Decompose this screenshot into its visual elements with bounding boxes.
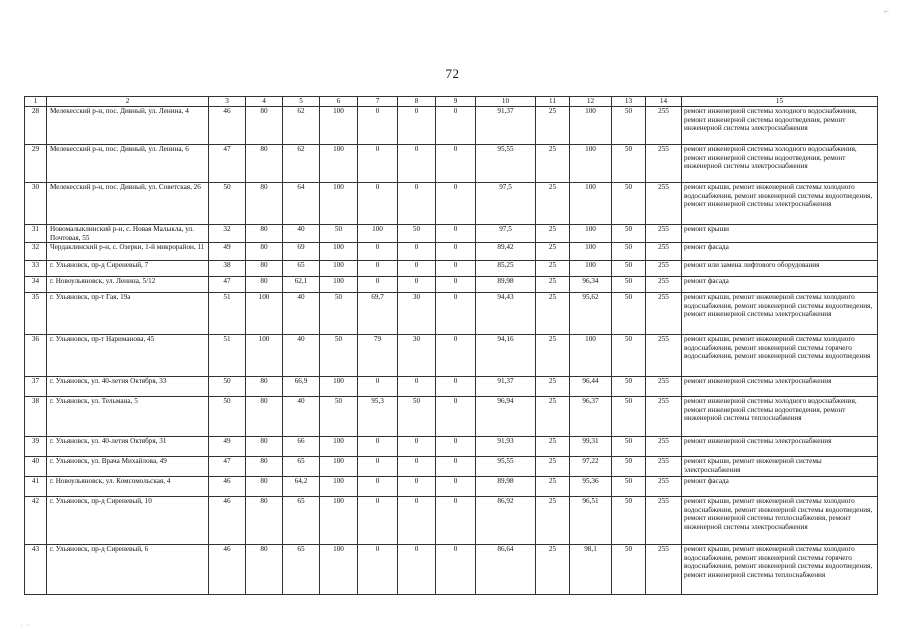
cell-row-number: 42 — [25, 497, 47, 545]
scan-corner-mark: ⌐ — [883, 6, 889, 16]
cell-row-number: 30 — [25, 183, 47, 225]
cell-col-8: 50 — [398, 397, 436, 437]
cell-col-7: 0 — [358, 377, 398, 397]
cell-col-7: 0 — [358, 243, 398, 261]
column-header: 15 — [682, 97, 878, 107]
cell-col-12: 100 — [570, 183, 612, 225]
cell-col-3: 46 — [209, 545, 246, 595]
table-row — [25, 335, 878, 377]
cell-col-9: 0 — [436, 545, 476, 595]
cell-col-4: 80 — [246, 457, 283, 477]
cell-col-7: 79 — [358, 335, 398, 377]
cell-col-9: 0 — [436, 377, 476, 397]
cell-col-13: 50 — [612, 293, 646, 335]
cell-col-11: 25 — [536, 457, 570, 477]
cell-col-14: 255 — [646, 437, 682, 457]
cell-address: г. Ульяновск, ул. Тельмана, 5 — [47, 397, 209, 437]
cell-col-7: 0 — [358, 261, 398, 277]
cell-col-13: 50 — [612, 437, 646, 457]
cell-col-8: 0 — [398, 457, 436, 477]
cell-col-13: 50 — [612, 261, 646, 277]
cell-col-13: 50 — [612, 477, 646, 497]
cell-col-3: 46 — [209, 107, 246, 145]
cell-col-13: 50 — [612, 397, 646, 437]
cell-works-description: ремонт крыши, ремонт инженерной системы холодного водоснабжения, ремонт инженерной системы горячего водоснабжения, ремонт инженерной системы водоотведения, ремонт инженерной системы теплоснабжения — [682, 545, 878, 595]
cell-col-7: 100 — [358, 225, 398, 243]
column-header: 8 — [398, 97, 436, 107]
cell-works-description: ремонт инженерной системы электроснабжения — [682, 377, 878, 397]
cell-total-score: 95,55 — [476, 457, 536, 477]
cell-col-3: 47 — [209, 145, 246, 183]
cell-col-12: 95,36 — [570, 477, 612, 497]
cell-col-7: 0 — [358, 107, 398, 145]
cell-col-8: 0 — [398, 277, 436, 293]
cell-col-5: 62 — [283, 145, 320, 183]
cell-col-12: 100 — [570, 261, 612, 277]
cell-col-6: 100 — [320, 437, 358, 457]
scan-noise-mark: · ·· — [20, 621, 30, 630]
cell-col-8: 30 — [398, 293, 436, 335]
table-row — [25, 261, 878, 277]
cell-works-description: ремонт крыши, ремонт инженерной системы холодного водоснабжения, ремонт инженерной системы водоотведения, ремонт инженерной системы электроснабжения — [682, 293, 878, 335]
cell-row-number: 33 — [25, 261, 47, 277]
cell-works-description: ремонт крыши, ремонт инженерной системы электроснабжения — [682, 457, 878, 477]
column-header: 5 — [283, 97, 320, 107]
cell-col-12: 100 — [570, 243, 612, 261]
cell-col-6: 100 — [320, 107, 358, 145]
cell-col-12: 100 — [570, 335, 612, 377]
cell-total-score: 85,25 — [476, 261, 536, 277]
cell-address: Мелекесский р-н, пос. Дивный, ул. Ленина, 4 — [47, 107, 209, 145]
cell-col-9: 0 — [436, 293, 476, 335]
cell-col-6: 100 — [320, 477, 358, 497]
table-row — [25, 457, 878, 477]
cell-col-13: 50 — [612, 497, 646, 545]
cell-col-6: 100 — [320, 145, 358, 183]
cell-row-number: 40 — [25, 457, 47, 477]
cell-total-score: 96,94 — [476, 397, 536, 437]
cell-col-9: 0 — [436, 477, 476, 497]
cell-col-3: 50 — [209, 183, 246, 225]
cell-row-number: 43 — [25, 545, 47, 595]
cell-address: г. Новоульяновск, ул. Ленина, 5/12 — [47, 277, 209, 293]
cell-col-7: 95,3 — [358, 397, 398, 437]
table-row — [25, 243, 878, 261]
column-header: 9 — [436, 97, 476, 107]
cell-address: г. Новоульяновск, ул. Комсомольская, 4 — [47, 477, 209, 497]
cell-col-4: 80 — [246, 183, 283, 225]
cell-col-3: 46 — [209, 497, 246, 545]
cell-col-3: 50 — [209, 377, 246, 397]
cell-total-score: 95,55 — [476, 145, 536, 183]
cell-address: Чердаклинский р-н, с. Озерки, 1-й микрорайон, 11 — [47, 243, 209, 261]
cell-col-11: 25 — [536, 183, 570, 225]
cell-works-description: ремонт фасада — [682, 277, 878, 293]
table-row — [25, 277, 878, 293]
cell-col-8: 0 — [398, 477, 436, 497]
cell-col-3: 32 — [209, 225, 246, 243]
cell-col-7: 0 — [358, 457, 398, 477]
column-header: 7 — [358, 97, 398, 107]
cell-col-3: 50 — [209, 397, 246, 437]
cell-col-13: 50 — [612, 183, 646, 225]
cell-col-12: 96,34 — [570, 277, 612, 293]
cell-col-5: 65 — [283, 497, 320, 545]
cell-row-number: 29 — [25, 145, 47, 183]
cell-col-5: 65 — [283, 545, 320, 595]
cell-works-description: ремонт инженерной системы электроснабжения — [682, 437, 878, 457]
cell-col-3: 51 — [209, 293, 246, 335]
cell-col-9: 0 — [436, 107, 476, 145]
column-header: 3 — [209, 97, 246, 107]
repair-works-table — [24, 96, 878, 595]
cell-col-14: 255 — [646, 107, 682, 145]
cell-row-number: 28 — [25, 107, 47, 145]
cell-col-14: 255 — [646, 243, 682, 261]
table-row — [25, 145, 878, 183]
table-row — [25, 377, 878, 397]
cell-col-3: 47 — [209, 457, 246, 477]
cell-address: г. Ульяновск, пр-д Сиреневый, 7 — [47, 261, 209, 277]
cell-row-number: 34 — [25, 277, 47, 293]
cell-col-3: 46 — [209, 477, 246, 497]
cell-col-6: 100 — [320, 243, 358, 261]
cell-col-7: 0 — [358, 545, 398, 595]
cell-col-12: 99,31 — [570, 437, 612, 457]
cell-col-9: 0 — [436, 243, 476, 261]
cell-address: г. Ульяновск, пр-т Гая, 19а — [47, 293, 209, 335]
cell-col-9: 0 — [436, 261, 476, 277]
cell-col-8: 0 — [398, 261, 436, 277]
cell-col-14: 255 — [646, 497, 682, 545]
cell-col-8: 0 — [398, 377, 436, 397]
cell-col-3: 49 — [209, 437, 246, 457]
cell-col-6: 100 — [320, 261, 358, 277]
cell-col-14: 255 — [646, 477, 682, 497]
cell-col-9: 0 — [436, 335, 476, 377]
cell-col-12: 100 — [570, 107, 612, 145]
cell-col-7: 69,7 — [358, 293, 398, 335]
table-row — [25, 497, 878, 545]
cell-total-score: 89,98 — [476, 277, 536, 293]
column-header: 4 — [246, 97, 283, 107]
cell-col-9: 0 — [436, 145, 476, 183]
cell-col-13: 50 — [612, 545, 646, 595]
cell-col-9: 0 — [436, 277, 476, 293]
cell-col-9: 0 — [436, 183, 476, 225]
cell-col-6: 50 — [320, 397, 358, 437]
cell-works-description: ремонт инженерной системы холодного водоснабжения, ремонт инженерной системы водоотведения, ремонт инженерной системы электроснабжения — [682, 145, 878, 183]
cell-col-7: 0 — [358, 477, 398, 497]
cell-col-4: 80 — [246, 437, 283, 457]
cell-col-6: 100 — [320, 545, 358, 595]
cell-col-4: 80 — [246, 477, 283, 497]
cell-works-description: ремонт крыши — [682, 225, 878, 243]
cell-works-description: ремонт крыши, ремонт инженерной системы холодного водоснабжения, ремонт инженерной системы водоотведения, ремонт инженерной системы теплоснабжения, ремонт инженерной системы электроснабжения — [682, 497, 878, 545]
cell-col-4: 80 — [246, 243, 283, 261]
cell-col-8: 0 — [398, 437, 436, 457]
table-row — [25, 397, 878, 437]
column-header: 14 — [646, 97, 682, 107]
cell-col-6: 100 — [320, 277, 358, 293]
cell-row-number: 39 — [25, 437, 47, 457]
cell-address: г. Ульяновск, пр-д Сиреневый, 6 — [47, 545, 209, 595]
cell-works-description: ремонт фасада — [682, 477, 878, 497]
cell-col-11: 25 — [536, 293, 570, 335]
cell-col-8: 0 — [398, 107, 436, 145]
cell-col-5: 62 — [283, 107, 320, 145]
table-container — [24, 96, 877, 595]
cell-col-4: 80 — [246, 107, 283, 145]
cell-col-14: 255 — [646, 145, 682, 183]
cell-works-description: ремонт инженерной системы холодного водоснабжения, ремонт инженерной системы водоотведения, ремонт инженерной системы электроснабжения — [682, 107, 878, 145]
cell-row-number: 41 — [25, 477, 47, 497]
table-row — [25, 477, 878, 497]
cell-col-6: 100 — [320, 183, 358, 225]
cell-col-5: 65 — [283, 261, 320, 277]
cell-col-14: 255 — [646, 225, 682, 243]
cell-row-number: 37 — [25, 377, 47, 397]
cell-col-8: 0 — [398, 183, 436, 225]
cell-address: г. Ульяновск, ул. 40-летия Октября, 31 — [47, 437, 209, 457]
cell-total-score: 91,37 — [476, 377, 536, 397]
cell-col-9: 0 — [436, 457, 476, 477]
cell-col-9: 0 — [436, 225, 476, 243]
cell-col-7: 0 — [358, 497, 398, 545]
cell-works-description: ремонт крыши, ремонт инженерной системы холодного водоснабжения, ремонт инженерной системы водоотведения, ремонт инженерной системы электроснабжения — [682, 183, 878, 225]
cell-col-5: 65 — [283, 457, 320, 477]
cell-col-13: 50 — [612, 335, 646, 377]
cell-col-3: 47 — [209, 277, 246, 293]
cell-total-score: 86,64 — [476, 545, 536, 595]
cell-works-description: ремонт или замена лифтового оборудования — [682, 261, 878, 277]
cell-col-11: 25 — [536, 497, 570, 545]
cell-row-number: 35 — [25, 293, 47, 335]
cell-col-8: 30 — [398, 335, 436, 377]
table-row — [25, 225, 878, 243]
cell-col-13: 50 — [612, 145, 646, 183]
cell-col-12: 95,62 — [570, 293, 612, 335]
column-header: 12 — [570, 97, 612, 107]
cell-col-11: 25 — [536, 437, 570, 457]
cell-total-score: 97,5 — [476, 225, 536, 243]
column-header: 13 — [612, 97, 646, 107]
cell-col-5: 64 — [283, 183, 320, 225]
cell-address: г. Ульяновск, пр-д Сиреневый, 10 — [47, 497, 209, 545]
cell-col-3: 38 — [209, 261, 246, 277]
cell-col-6: 100 — [320, 457, 358, 477]
cell-col-5: 40 — [283, 397, 320, 437]
cell-col-5: 40 — [283, 225, 320, 243]
cell-row-number: 36 — [25, 335, 47, 377]
cell-col-3: 49 — [209, 243, 246, 261]
cell-col-11: 25 — [536, 107, 570, 145]
cell-col-8: 0 — [398, 497, 436, 545]
cell-total-score: 94,16 — [476, 335, 536, 377]
cell-total-score: 86,92 — [476, 497, 536, 545]
cell-col-11: 25 — [536, 261, 570, 277]
cell-col-14: 255 — [646, 397, 682, 437]
cell-col-12: 100 — [570, 225, 612, 243]
cell-total-score: 91,37 — [476, 107, 536, 145]
cell-col-11: 25 — [536, 335, 570, 377]
cell-col-7: 0 — [358, 437, 398, 457]
cell-address: г. Ульяновск, пр-т Нариманова, 45 — [47, 335, 209, 377]
table-row — [25, 183, 878, 225]
cell-col-14: 255 — [646, 377, 682, 397]
cell-col-11: 25 — [536, 477, 570, 497]
cell-col-8: 0 — [398, 145, 436, 183]
cell-col-4: 80 — [246, 397, 283, 437]
cell-total-score: 91,93 — [476, 437, 536, 457]
cell-col-9: 0 — [436, 437, 476, 457]
cell-col-7: 0 — [358, 145, 398, 183]
table-header-row — [25, 97, 878, 107]
page-number: 72 — [445, 66, 460, 81]
cell-col-5: 69 — [283, 243, 320, 261]
cell-col-4: 100 — [246, 335, 283, 377]
cell-col-6: 50 — [320, 225, 358, 243]
cell-col-4: 80 — [246, 277, 283, 293]
cell-col-6: 50 — [320, 293, 358, 335]
cell-col-13: 50 — [612, 225, 646, 243]
cell-address: Мелекесский р-н, пос. Дивный, ул. Ленина, 6 — [47, 145, 209, 183]
cell-col-12: 100 — [570, 145, 612, 183]
cell-total-score: 94,43 — [476, 293, 536, 335]
cell-col-13: 50 — [612, 243, 646, 261]
cell-total-score: 89,98 — [476, 477, 536, 497]
cell-col-11: 25 — [536, 377, 570, 397]
column-header: 11 — [536, 97, 570, 107]
column-header: 10 — [476, 97, 536, 107]
column-header: 6 — [320, 97, 358, 107]
column-header: 1 — [25, 97, 47, 107]
cell-col-12: 96,37 — [570, 397, 612, 437]
table-row — [25, 545, 878, 595]
cell-total-score: 97,5 — [476, 183, 536, 225]
cell-col-12: 96,51 — [570, 497, 612, 545]
cell-address: г. Ульяновск, ул. Врача Михайлова, 49 — [47, 457, 209, 477]
cell-row-number: 38 — [25, 397, 47, 437]
table-body — [25, 107, 878, 595]
cell-row-number: 31 — [25, 225, 47, 243]
cell-col-6: 100 — [320, 377, 358, 397]
cell-total-score: 89,42 — [476, 243, 536, 261]
cell-col-4: 80 — [246, 145, 283, 183]
table-row — [25, 107, 878, 145]
cell-col-5: 64,2 — [283, 477, 320, 497]
cell-col-11: 25 — [536, 397, 570, 437]
cell-row-number: 32 — [25, 243, 47, 261]
cell-col-11: 25 — [536, 225, 570, 243]
cell-col-14: 255 — [646, 261, 682, 277]
cell-col-9: 0 — [436, 397, 476, 437]
cell-col-5: 40 — [283, 293, 320, 335]
cell-col-13: 50 — [612, 277, 646, 293]
cell-works-description: ремонт крыши, ремонт инженерной системы холодного водоснабжения, ремонт инженерной системы горячего водоснабжения, ремонт инженерной системы водоотведения — [682, 335, 878, 377]
cell-col-13: 50 — [612, 457, 646, 477]
cell-col-11: 25 — [536, 277, 570, 293]
cell-col-8: 50 — [398, 225, 436, 243]
cell-col-6: 100 — [320, 497, 358, 545]
cell-col-4: 80 — [246, 261, 283, 277]
table-row — [25, 437, 878, 457]
cell-col-4: 80 — [246, 225, 283, 243]
cell-col-4: 100 — [246, 293, 283, 335]
cell-col-12: 98,1 — [570, 545, 612, 595]
cell-col-7: 0 — [358, 277, 398, 293]
cell-col-11: 25 — [536, 545, 570, 595]
cell-works-description: ремонт фасада — [682, 243, 878, 261]
column-header: 2 — [47, 97, 209, 107]
table-row — [25, 293, 878, 335]
cell-col-14: 255 — [646, 335, 682, 377]
cell-col-6: 50 — [320, 335, 358, 377]
cell-col-4: 80 — [246, 377, 283, 397]
cell-col-5: 62,1 — [283, 277, 320, 293]
cell-col-8: 0 — [398, 243, 436, 261]
cell-col-4: 80 — [246, 545, 283, 595]
cell-col-5: 66,9 — [283, 377, 320, 397]
cell-col-11: 25 — [536, 145, 570, 183]
cell-col-13: 50 — [612, 377, 646, 397]
cell-col-14: 255 — [646, 277, 682, 293]
cell-col-13: 50 — [612, 107, 646, 145]
cell-col-5: 40 — [283, 335, 320, 377]
cell-address: Новомалыклинский р-н, с. Новая Малыкла, ул. Почтовая, 55 — [47, 225, 209, 243]
cell-col-14: 255 — [646, 457, 682, 477]
cell-col-4: 80 — [246, 497, 283, 545]
cell-works-description: ремонт инженерной системы холодного водоснабжения, ремонт инженерной системы водоотведения, ремонт инженерной системы теплоснабжения — [682, 397, 878, 437]
cell-col-11: 25 — [536, 243, 570, 261]
cell-col-8: 0 — [398, 545, 436, 595]
cell-address: Мелекесский р-н, пос. Дивный, ул. Советская, 26 — [47, 183, 209, 225]
cell-address: г. Ульяновск, ул. 40-летия Октября, 33 — [47, 377, 209, 397]
cell-col-3: 51 — [209, 335, 246, 377]
cell-col-12: 96,44 — [570, 377, 612, 397]
cell-col-12: 97,22 — [570, 457, 612, 477]
cell-col-9: 0 — [436, 497, 476, 545]
cell-col-5: 66 — [283, 437, 320, 457]
cell-col-14: 255 — [646, 293, 682, 335]
cell-col-7: 0 — [358, 183, 398, 225]
cell-col-14: 255 — [646, 183, 682, 225]
cell-col-14: 255 — [646, 545, 682, 595]
